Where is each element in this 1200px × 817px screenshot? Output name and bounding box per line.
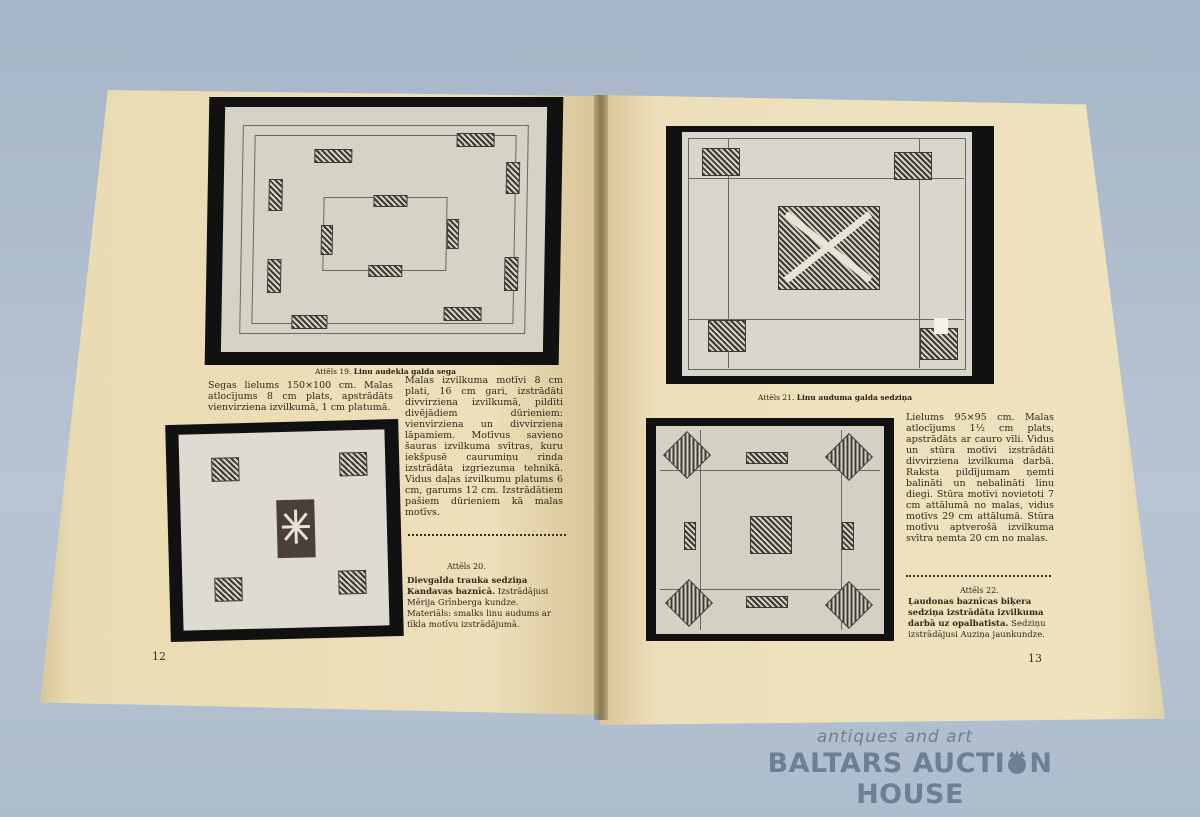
description-19-left: Segas lielums 150×100 cm. Malas atlocījums 8 cm plats, apstrādāts vienvirziena izvilkumā, 1 cm platumā. (208, 380, 393, 413)
watermark-tagline: antiques and art (816, 727, 974, 747)
caption-19-number: Attēls 19. (315, 367, 352, 376)
caption-21-title: Linu auduma galda sedziņa (796, 393, 913, 402)
divider-dots-22 (906, 575, 1051, 577)
watermark-logo (720, 748, 1100, 810)
description-21: Lielums 95×95 cm. Malas atlocījums 1½ cm plats, apstrādāts ar cauro vīli. Vidus un stūra motīvi izstrādāti divvirziena izvilkuma darbā. Raksta pildījumam ņemti balināti un nebalināti linu diegi. Stūra motīvi novietoti 7 cm attālumā no malas, vidus motīvs 29 cm attālumā. Stūra motīvu aptverošā izvilkuma svītra ņemta 20 cm no malas. (906, 412, 1054, 544)
photo-table-cover-19 (205, 97, 564, 365)
photo-chalice-cover-22 (646, 418, 894, 641)
caption-22-block (908, 597, 1058, 641)
divider-dots-20 (408, 534, 566, 536)
page-number-left: 12 (152, 650, 166, 663)
caption-22-number: Attēls 22. (960, 586, 999, 595)
caption-21 (758, 393, 912, 402)
watermark-name-part1: BALTARS AUCTI (767, 748, 1006, 779)
caption-22-title: Ļaudonas baznīcas biķera sedziņa izstrādāta izvilkuma darbā uz opalbatista. (908, 597, 1044, 629)
caption-20-number: Attēls 20. (447, 562, 486, 571)
caption-20-title: Dievgalda trauka sedziņa Kandavas baznīcā. (407, 576, 528, 597)
photo-chalice-cover-20 (165, 419, 404, 642)
caption-22-text: Sedziņu izstrādājusi Auziņa jaunkundze. (908, 619, 1046, 640)
page-number-right: 13 (1028, 652, 1042, 665)
description-19-right: Malas izvilkuma motīvi 8 cm plati, 16 cm gari, izstrādāti divvirziena izvilkumā, pildīti divējādiem dūrieniem: vienvirziena un divvirziena lāpamiem. Motīvus savieno šauras izvilkuma svītras, kuru iekšpusē caurumiņu rinda izstrādāta izgriezuma tehnikā. Vidus daļas izvilkumu platums 6 cm, garums 12 cm. Izstrādātiem pašiem dūrieniem kā malas motīvs. (405, 375, 563, 518)
photo-table-cover-21 (666, 126, 994, 384)
caption-21-number: Attēls 21. (758, 393, 795, 402)
caption-19-title: Linu audekla galda sega (353, 367, 456, 376)
watermark-name-part2: N HOUSE (856, 748, 1053, 810)
caption-20-block (407, 576, 565, 631)
crown-icon (1005, 750, 1029, 776)
x-motif-icon (778, 206, 878, 288)
star-motif-icon (278, 505, 313, 548)
book-spine (594, 95, 608, 720)
caption-20-text: Izstrādājusi Mērija Grīnberga kundze. Materiāls: smalks linu audums ar tīkla motīvu izstrādājumā. (407, 587, 551, 630)
